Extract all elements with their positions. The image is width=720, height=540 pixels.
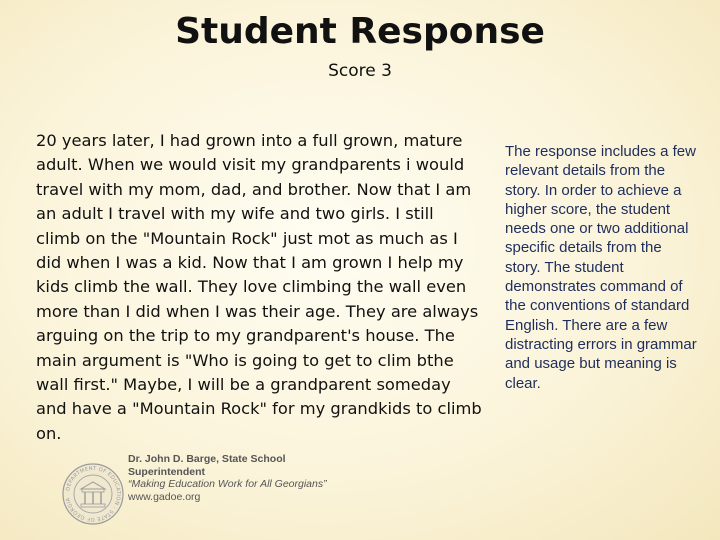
georgia-doe-seal-icon [62, 463, 124, 525]
website-link[interactable]: www.gadoe.org [128, 490, 201, 503]
superintendent-title: Superintendent [128, 465, 206, 478]
svg-text:DEPARTMENT OF EDUCATION · STAT: DEPARTMENT OF EDUCATION · STATE OF GEORGIA [65, 465, 122, 523]
footer-text [128, 453, 378, 503]
motto-text: “Making Education Work for All Georgians” [128, 478, 327, 490]
student-response-text: 20 years later, I had grown into a full grown, mature adult. When we would visit my grandparents i would travel with my mom, dad, and brother. Now that I am an adult I travel with my wife and two girls. I still climb on the "Mountain Rock" just mot as much as I did when I was a kid. Now that I am grown I help my kids climb the wall. They love climbing the wall even more than I did when I was their age. They are always arguing on the trip to my grandparent's house. The main argument is "Who is going to get to clim bthe wall first." Maybe, I will be a grandparent someday and have a "Mountain Rock" for my grandkids to climb on. [36, 131, 482, 443]
page-title: Student Response [175, 11, 545, 52]
scoring-commentary: The response includes a few relevant details from the story. In order to achieve a higher score, the student needs one or two additional specific details from the story. The student demonstrates command of the conventions of standard English. There are a few distracting errors in grammar and usage but meaning is clear. [505, 143, 697, 392]
footer [62, 453, 362, 529]
score-label: Score 3 [328, 61, 392, 81]
superintendent-name: Dr. John D. Barge, State School [128, 453, 286, 465]
